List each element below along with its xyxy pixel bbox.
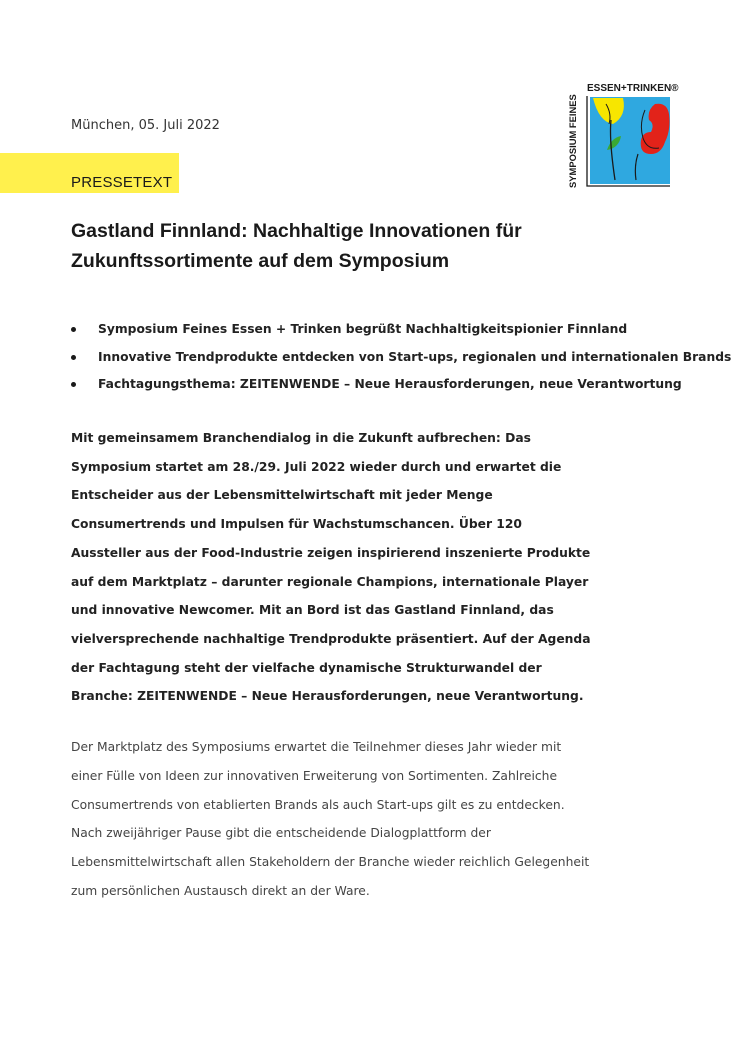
list-item	[71, 316, 711, 344]
list-item	[71, 344, 732, 372]
logo-side-text: SYMPOSIUM FEINES	[567, 94, 578, 188]
lead-paragraph: Mit gemeinsamem Branchendialog in die Zukunft aufbrechen: Das Symposium startet am 28./29. Juli 2022 wieder durch und erwartet die Entscheider aus der Lebensmittelwirtschaft mit jeder Menge Consumertrends und Impulsen für Wachstumschancen. Über 120 Aussteller aus der Food-Industrie zeigen inspirierend inszenierte Produkte auf dem Marktplatz – darunter regionale Champions, internationale Player und innovative Newcomer. Mit an Bord ist das Gastland Finnland, das vielversprechende nachhaltige Trendprodukte präsentiert. Auf der Agenda der Fachtagung steht der vielfache dynamische Strukturwandel der Branche: ZEITENWENDE – Neue Herausforderungen, neue Verantwortung.	[71, 431, 591, 704]
page-title: Gastland Finnland: Nachhaltige Innovationen für Zukunftssortimente auf dem Symposium	[71, 220, 522, 272]
bullet-icon	[71, 327, 76, 332]
list-item-text: Fachtagungsthema: ZEITENWENDE – Neue Herausforderungen, neue Verantwortung	[98, 377, 682, 391]
date-line: München, 05. Juli 2022	[71, 118, 220, 133]
body-paragraph: Der Marktplatz des Symposiums erwartet die Teilnehmer dieses Jahr wieder mit einer Fülle von Ideen zur innovativen Erweiterung von Sortimenten. Zahlreiche Consumertrends von etablierten Brands als auch Start-ups gilt es zu entdecken. Nach zweijähriger Pause gibt die entscheidende Dialogplattform der Lebensmittelwirtschaft allen Stakeholdern der Branche wieder reichlich Gelegenheit zum persönlichen Austausch direkt an der Ware.	[71, 740, 590, 898]
list-item	[71, 371, 711, 399]
pressetext-label: PRESSETEXT	[71, 174, 173, 191]
bullet-icon	[71, 355, 76, 360]
list-item-text: Innovative Trendprodukte entdecken von Start-ups, regionalen und internationalen Brands	[98, 349, 732, 364]
bullet-icon	[71, 382, 76, 387]
logo	[563, 80, 681, 190]
logo-top-text: ESSEN+TRINKEN®	[587, 83, 679, 94]
logo-graphic	[563, 80, 681, 190]
list-item-text: Symposium Feines Essen + Trinken begrüßt Nachhaltigkeitspionier Finnland	[98, 322, 628, 336]
highlights-list	[71, 316, 732, 399]
